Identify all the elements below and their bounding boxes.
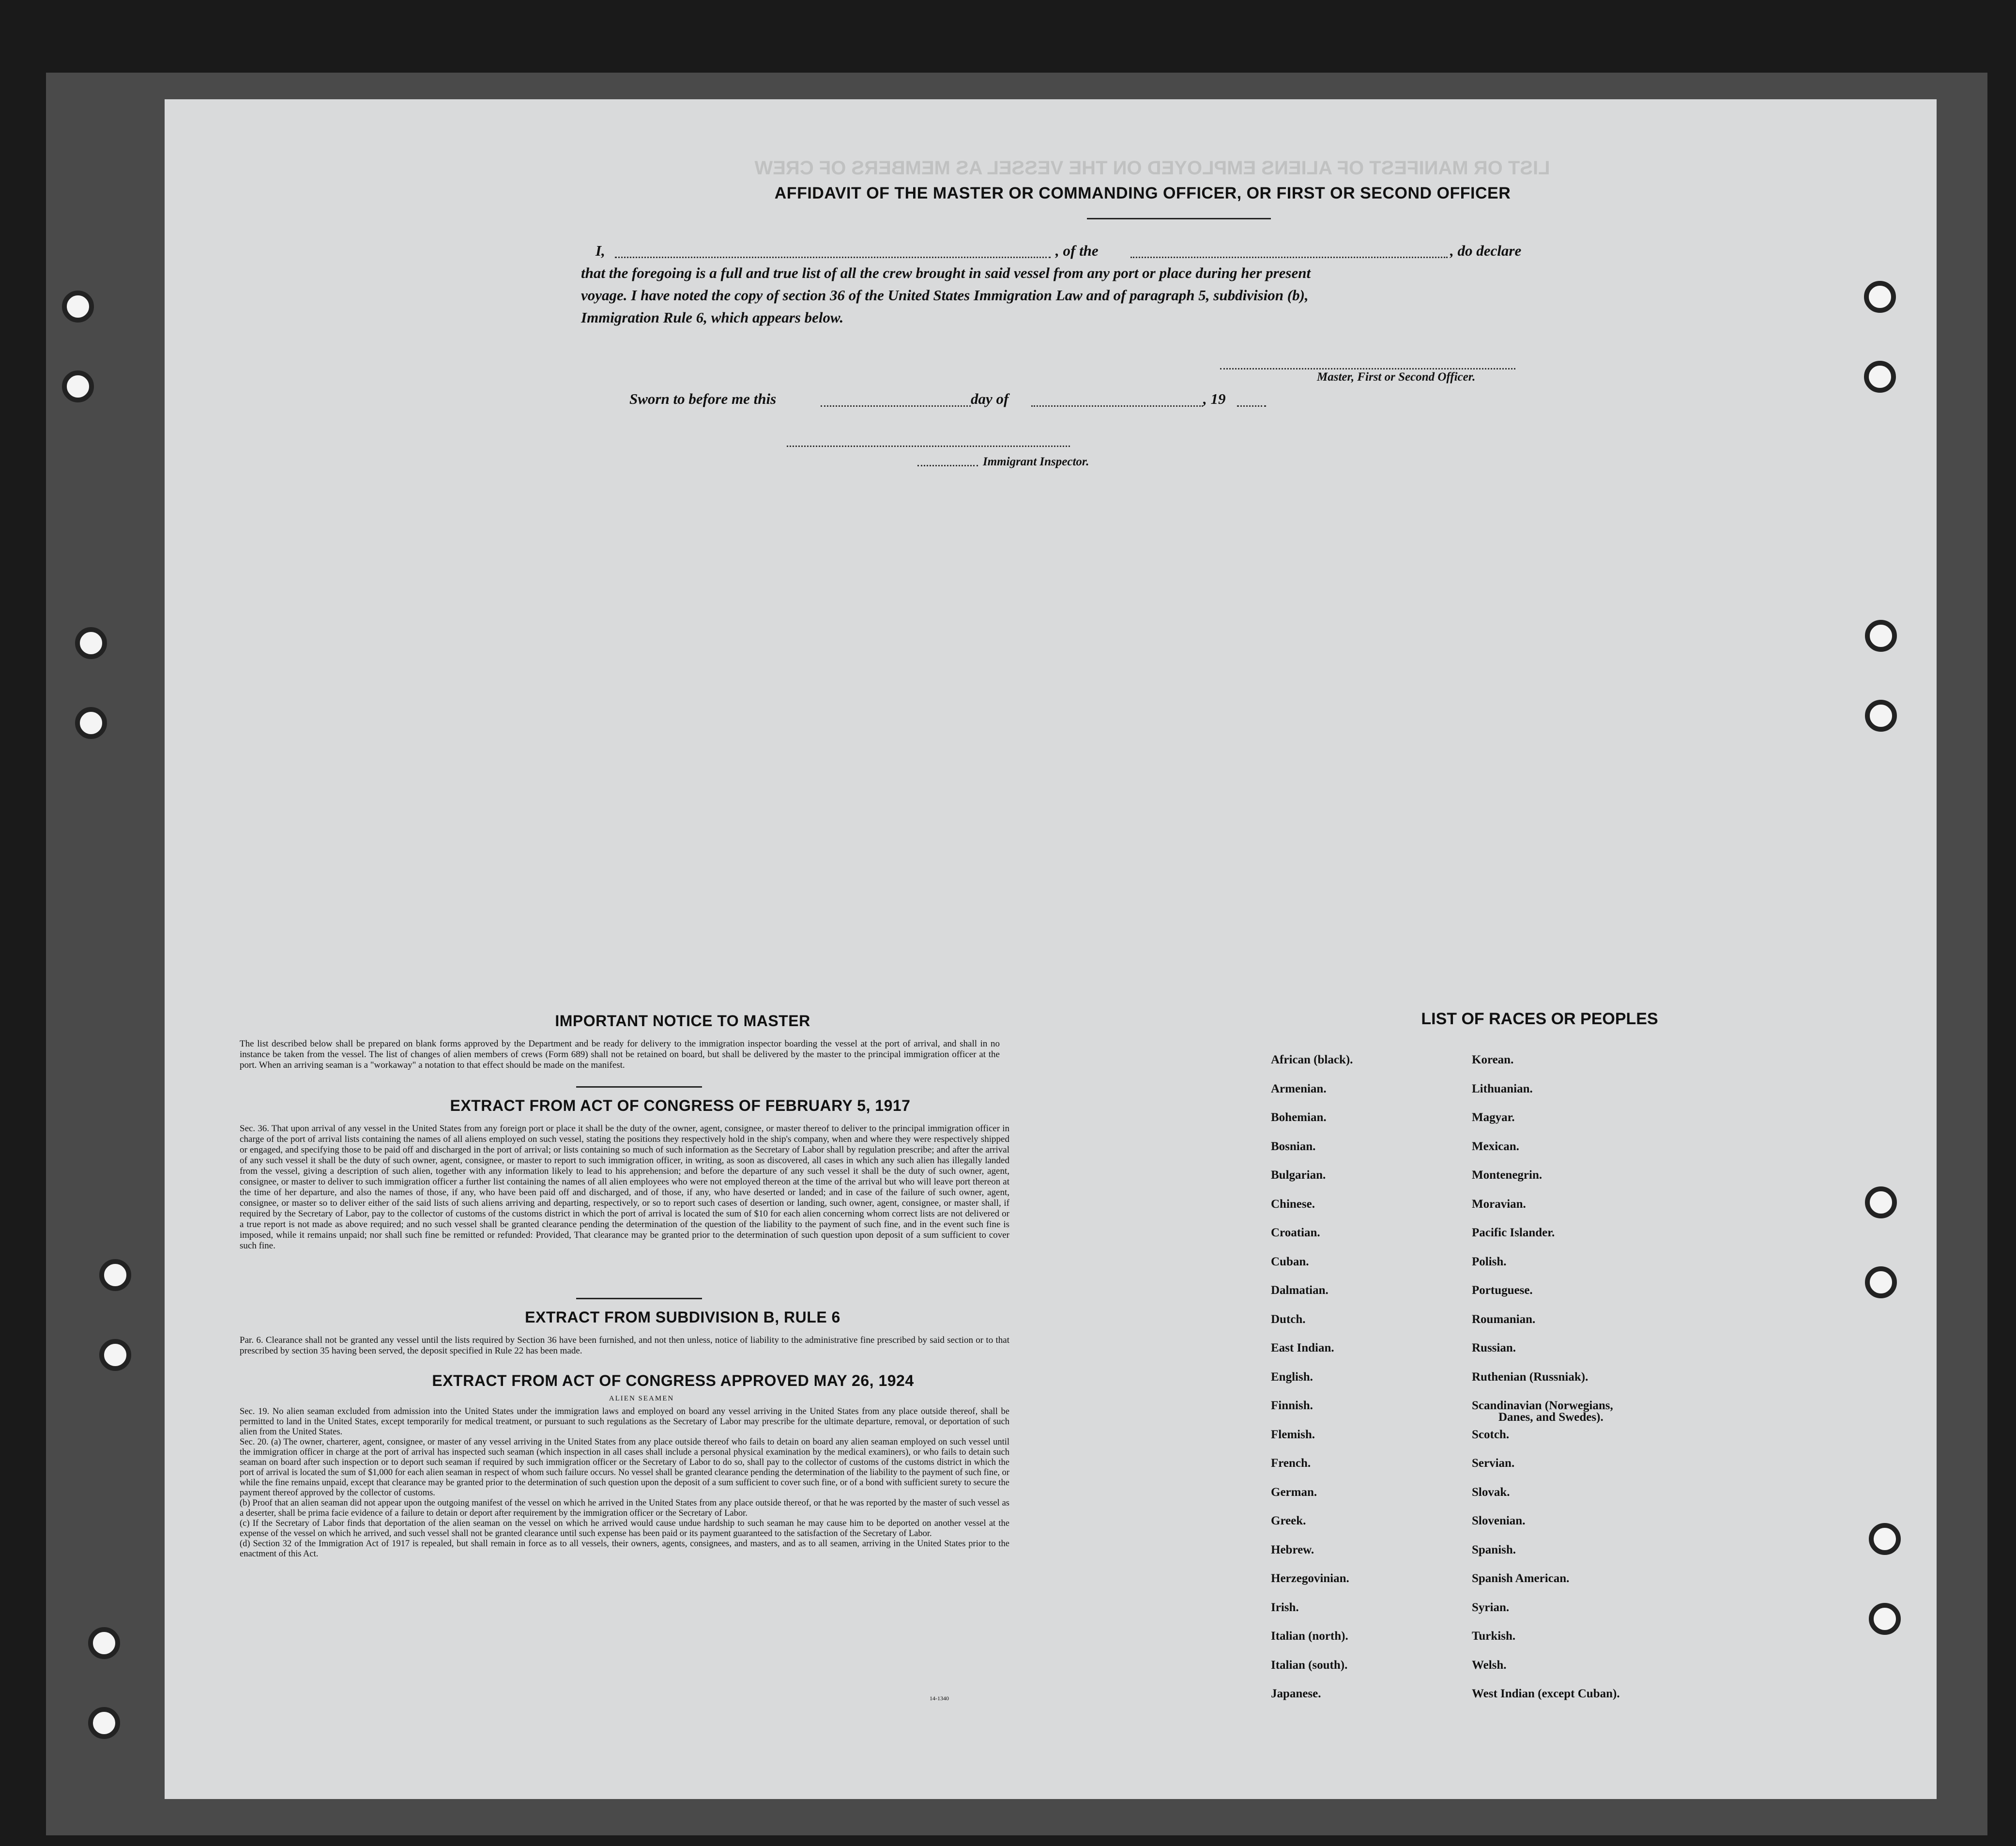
race-item: Slovenian.	[1472, 1514, 1526, 1527]
binder-hole	[62, 370, 94, 402]
affidavit-line2: that the foregoing is a full and true list of all the crew brought in said vessel from any port or place during her present	[581, 264, 1311, 281]
race-item: German.	[1271, 1485, 1317, 1499]
extract-1924-subtitle: ALIEN SEAMEN	[609, 1395, 674, 1402]
race-item: Magyar.	[1472, 1111, 1515, 1124]
extract-1924-title: EXTRACT FROM ACT OF CONGRESS APPROVED MAY 26, 1924	[432, 1372, 914, 1389]
race-item: Chinese.	[1271, 1197, 1315, 1211]
affidavit-declare: , do declare	[1450, 242, 1522, 259]
race-item: English.	[1271, 1370, 1313, 1384]
race-item: Finnish.	[1271, 1399, 1313, 1412]
show-through-header: LIST OR MANIFEST OF ALIENS EMPLOYED ON THE VESSEL AS MEMBERS OF CREW	[754, 157, 1550, 179]
race-item: Croatian.	[1271, 1226, 1320, 1239]
race-item: Pacific Islander.	[1472, 1226, 1555, 1239]
binder-hole	[99, 1339, 131, 1371]
race-item: Spanish.	[1472, 1543, 1516, 1556]
sworn-year-blank	[1237, 405, 1266, 407]
binder-hole	[1864, 361, 1896, 393]
race-item: Polish.	[1472, 1255, 1507, 1268]
affidavit-line4: Immigration Rule 6, which appears below.	[581, 309, 844, 326]
race-item: Scotch.	[1472, 1428, 1510, 1441]
race-item: Irish.	[1271, 1600, 1299, 1614]
race-item: Bosnian.	[1271, 1139, 1316, 1153]
race-item: Italian (north).	[1271, 1630, 1348, 1643]
race-item: Korean.	[1472, 1053, 1514, 1066]
divider-1	[576, 1086, 702, 1088]
extract-rule6-title: EXTRACT FROM SUBDIVISION B, RULE 6	[525, 1308, 840, 1326]
race-item: Russian.	[1472, 1341, 1516, 1354]
race-item: West Indian (except Cuban).	[1472, 1687, 1620, 1700]
race-item: Dutch.	[1271, 1312, 1306, 1326]
race-item: Syrian.	[1472, 1600, 1510, 1614]
race-item: Ruthenian (Russniak).	[1472, 1370, 1588, 1384]
race-item: Moravian.	[1472, 1197, 1526, 1211]
sworn-day-blank	[821, 405, 971, 407]
vessel-blank	[1130, 257, 1448, 258]
race-item: Turkish.	[1472, 1630, 1516, 1643]
extract-1917-title: EXTRACT FROM ACT OF CONGRESS OF FEBRUARY 5, 1917	[450, 1097, 911, 1114]
race-item: French.	[1271, 1457, 1311, 1470]
extract-1924-body: Sec. 19. No alien seaman excluded from admission into the United States under the immigration laws and employed on board any vessel arriving in the United States from any place outside thereof, shall be permitted to land in the United States, except temporarily for medical treatment, or pursuant to such regulations as the Secretary of Labor may prescribe for the ultimate departure, removal, or deportation of such alien from the United States. Sec. 20. (a) The owner, charterer, agent, consignee, or master of any vessel arriving in the United States from any place outside thereof who fails to detain on board any alien seaman employed on such vessel until the immigration officer in charge at the port of arrival has inspected such seaman (which inspection in all cases shall include a personal physical examination by the medical examiners), or who fails to detain such seaman on board after such inspection or to deport such seaman if required by such immigration officer or the Secretary of Labor to do so, shall pay to the collector of customs of the customs district in which the port of arrival is located the sum of $1,000 for each alien seaman in respect of whom such failure occurs. No vessel shall be granted clearance pending the determination of the liability to the payment of such fine, or while the fine remains unpaid, except that clearance may be granted prior to the determination of such question upon the deposit of a sum sufficient to cover such fine, or of a bond with sufficient surety to secure the payment thereof approved by the collector of customs. (b) Proof that an alien seaman did not appear upon the outgoing manifest of the vessel on which he arrived in the United States from any place outside thereof, or that he was reported by the master of such vessel as a deserter, shall be prima facie evidence of a failure to detain or deport after requirement by the immigration officer or the Secretary of Labor. (c) If the Secretary of Labor finds that deportation of the alien seaman on the vessel on which he arrived would cause undue hardship to such seaman he may cause him to be deported on another vessel at the expense of the vessel on which he arrived, and such vessel shall not be granted clearance until such expense has been paid or its payment guaranteed to the satisfaction of the Secretary of Labor. (d) Section 32 of the Immigration Act of 1917 is repealed, but shall remain in force as to all vessels, their owners, agents, consignees, and masters, and as to all seamen, arriving in the United States prior to the enactment of this Act.	[240, 1407, 1009, 1559]
binder-hole	[1865, 700, 1897, 732]
race-item: Greek.	[1271, 1514, 1306, 1527]
binder-hole	[1865, 1266, 1897, 1298]
race-item: Cuban.	[1271, 1255, 1309, 1268]
master-signature-label: Master, First or Second Officer.	[1317, 370, 1476, 384]
race-item: Spanish American.	[1472, 1572, 1570, 1585]
divider-2	[576, 1298, 702, 1299]
binder-hole	[1865, 1186, 1897, 1218]
inspector-prefix-line	[917, 465, 978, 466]
race-item: Herzegovinian.	[1271, 1572, 1349, 1585]
race-item: Mexican.	[1472, 1139, 1519, 1153]
race-item: Servian.	[1472, 1457, 1515, 1470]
affidavit-i: I,	[596, 242, 605, 259]
race-item: East Indian.	[1271, 1341, 1334, 1354]
race-item: Bohemian.	[1271, 1111, 1327, 1124]
binder-hole	[1864, 281, 1896, 313]
binder-hole	[75, 707, 107, 739]
race-item: Lithuanian.	[1472, 1082, 1533, 1095]
manifest-page	[165, 99, 1937, 1799]
race-item: Montenegrin.	[1472, 1169, 1543, 1182]
binder-hole	[88, 1627, 120, 1659]
extract-1917-body: Sec. 36. That upon arrival of any vessel in the United States from any foreign port or place it shall be the duty of the owner, agent, consignee, or master thereof to deliver to the principal immigration officer in charge of the port of arrival lists containing the names of all aliens employed on such vessel, stating the positions they respectively hold in the ship's company, when and where they were respectively shipped or engaged, and specifying those to be paid off and discharged in the port of arrival; or lists containing so much of such information as the Secretary of Labor shall by regulation prescribe; and after the arrival of any such vessel it shall be the duty of such owner, agent, consignee, or master to report to such immigration officer, in writing, as soon as discovered, all cases in which any such alien has illegally landed from the vessel, giving a description of such alien, together with any information likely to lead to his apprehension; and before the departure of any such vessel it shall be the duty of such owner, agent, consignee, or master to deliver to such immigration officer a further list containing the names of all alien employees who were not employed thereon at the time of the arrival but who will leave port thereon at the time of her departure, and also the names of those, if any, who have been paid off and discharged, and of those, if any, who have deserted or landed; and in case of the failure of such owner, agent, consignee, or master so to deliver either of the said lists of such aliens arriving and departing, respectively, or so to report such cases of desertion or landing, such owner, agent, consignee, or master shall, if required by the Secretary of Labor, pay to the collector of customs of the customs district in which the port of arrival is located the sum of $10 for each alien concerning whom correct lists are not delivered or a true report is not made as above required; and no such vessel shall be granted clearance pending the determination of the question of the liability to the payment of such fine, and in the event such fine is imposed, while it remains unpaid; nor shall such fine be remitted or refunded: Provided, That clearance may be granted prior to the determination of such question upon deposit of a sum sufficient to cover such fine.	[240, 1123, 1009, 1251]
races-title: LIST OF RACES OR PEOPLES	[1421, 1010, 1658, 1028]
race-item: African (black).	[1271, 1053, 1353, 1066]
race-item: Japanese.	[1271, 1687, 1321, 1700]
race-item: Flemish.	[1271, 1428, 1315, 1441]
race-item: Welsh.	[1472, 1658, 1507, 1672]
race-item: Armenian.	[1271, 1082, 1327, 1095]
binder-hole	[62, 291, 94, 323]
binder-hole	[88, 1707, 120, 1739]
master-signature-line	[1220, 368, 1515, 369]
affidavit-title: AFFIDAVIT OF THE MASTER OR COMMANDING OFFICER, OR FIRST OR SECOND OFFICER	[774, 184, 1511, 202]
race-item: Italian (south).	[1271, 1658, 1348, 1672]
day-of-text: day of	[971, 390, 1009, 407]
race-item: Hebrew.	[1271, 1543, 1314, 1556]
binder-hole	[75, 627, 107, 659]
year-text: , 19	[1203, 390, 1226, 407]
notice-body: The list described below shall be prepared on blank forms approved by the Department and be ready for delivery to the immigration inspector boarding the vessel at the port of arrival, and shall in no instance be taken from the vessel. The list of changes of alien members of crews (Form 689) shall not be retained on board, but shall be delivered by the master to the principal immigration officer at the port. When an arriving seaman is a "workaway" a notation to that effect should be made on the manifest.	[240, 1039, 1000, 1070]
race-item: Portuguese.	[1472, 1284, 1533, 1297]
form-number: 14-1340	[930, 1695, 949, 1702]
affidavit-of-the: , of the	[1055, 242, 1099, 259]
sworn-text: Sworn to before me this	[629, 390, 777, 407]
binder-hole	[1865, 620, 1897, 652]
race-item: Scandinavian (Norwegians, Danes, and Swedes).	[1472, 1399, 1613, 1424]
race-item: Roumanian.	[1472, 1312, 1536, 1326]
notice-title: IMPORTANT NOTICE TO MASTER	[555, 1012, 810, 1030]
race-item: Dalmatian.	[1271, 1284, 1329, 1297]
binder-hole	[1869, 1603, 1901, 1635]
extract-rule6-body: Par. 6. Clearance shall not be granted any vessel until the lists required by Section 36 have been furnished, and not then unless, notice of liability to the administrative fine prescribed by said section or to that prescribed by section 35 having been served, the deposit specified in Rule 22 has been made.	[240, 1335, 1009, 1356]
binder-hole	[1869, 1523, 1901, 1555]
affidavit-line3: voyage. I have noted the copy of section 36 of the United States Immigration Law and of paragraph 5, subdivision (b),	[581, 287, 1309, 304]
title-underline	[1087, 218, 1271, 219]
race-item: Slovak.	[1472, 1485, 1510, 1499]
race-item: Bulgarian.	[1271, 1169, 1326, 1182]
name-blank	[615, 257, 1051, 258]
inspector-signature-line	[787, 446, 1070, 447]
inspector-signature-label: Immigrant Inspector.	[983, 455, 1089, 468]
sworn-month-blank	[1031, 405, 1203, 407]
binder-hole	[99, 1259, 131, 1291]
